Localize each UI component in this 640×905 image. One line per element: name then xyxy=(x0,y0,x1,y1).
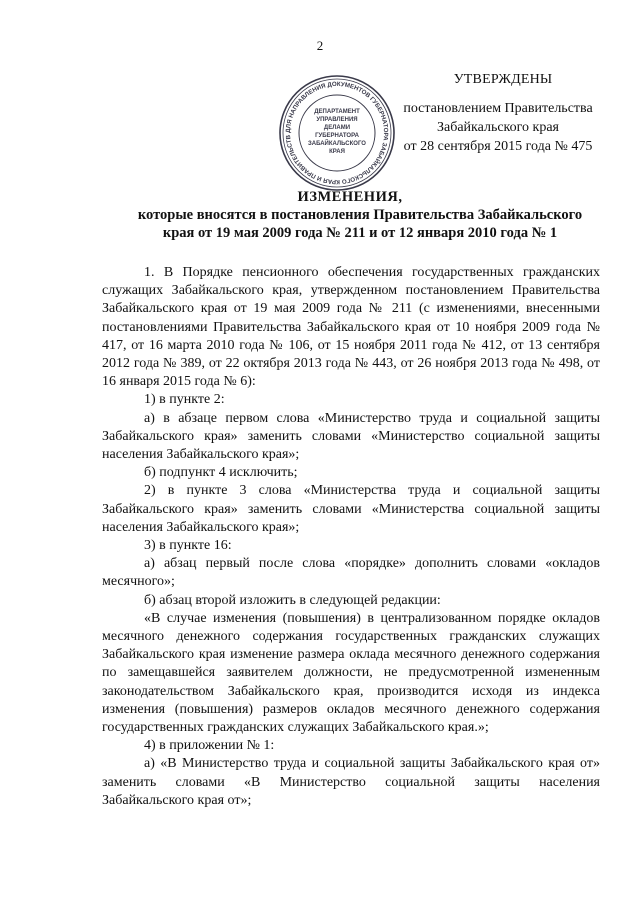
paragraph: 1) в пункте 2: xyxy=(144,392,225,408)
page-number: 2 xyxy=(316,38,324,53)
paragraph: а) в абзаце первом слова «Министерство труда и социальной защиты Забайкальского края» заменить словами «Министерство социальной защиты населения Забайкальского края»; xyxy=(102,410,600,463)
paragraph: б) абзац второй изложить в следующей редакции: xyxy=(144,592,441,608)
title-subtitle-line-2: края от 19 мая 2009 года № 211 и от 12 января 2010 года № 1 xyxy=(162,225,558,241)
approval-block xyxy=(378,70,618,156)
paragraph: 2) в пункте 3 слова «Министерства труда и социальной защиты Забайкальского края» заменить словами «Министерства социальной защиты населения Забайкальского края»; xyxy=(102,483,600,535)
paragraph: б) подпункт 4 исключить; xyxy=(144,465,298,481)
stamp-outer-text: ДЛЯ НАПРАВЛЕНИЯ ДОКУМЕНТОВ ГУБЕРНАТОРА ЗАБАЙКАЛЬСКОГО КРАЯ И ПРАВИТЕЛЬСТВ xyxy=(284,80,390,186)
stamp-line-3: ДЕЛАМИ xyxy=(323,125,351,131)
title-main: ИЗМЕНЕНИЯ, xyxy=(297,189,403,205)
stamp-line-2: УПРАВЛЕНИЯ xyxy=(316,117,358,123)
paragraph: 4) в приложении № 1: xyxy=(144,738,275,754)
paragraph: 3) в пункте 16: xyxy=(144,538,232,554)
title-subtitle-line-1: которые вносятся в постановления Правительства Забайкальского xyxy=(137,207,583,223)
paragraph: а) абзац первый после слова «порядке» дополнить словами «окладов месячного»; xyxy=(102,556,600,590)
approval-line-1: постановлением Правительства xyxy=(403,101,593,116)
document-body xyxy=(102,264,600,810)
paragraph: 1. В Порядке пенсионного обеспечения государственных гражданских служащих Забайкальского края, утвержденном постановлением Правительства Забайкальского края от 19 мая 2009 года № 211 (с изменениями, внесенными постановлениями Правительства Забайкальского края от 10 ноября 2009 года № 417, от 16 марта 2010 года № 106, от 15 ноября 2011 года № 412, от 13 сентября 2012 года № 389, от 22 октября 2013 года № 443, от 26 ноября 2013 года № 498, от 16 января 2015 года № 6): xyxy=(102,265,600,390)
stamp-line-4: ГУБЕРНАТОРА xyxy=(315,133,359,139)
paragraph: а) «В Министерство труда и социальной защиты Забайкальского края от» заменить словами «В Министерство социальной защиты населения Забайкальского края от»; xyxy=(102,756,600,808)
approval-line-3: от 28 сентября 2015 года № 475 xyxy=(403,139,593,154)
stamp-line-6: КРАЯ xyxy=(329,149,345,155)
stamp-line-5: ЗАБАЙКАЛЬСКОГО xyxy=(308,141,366,147)
paragraph: «В случае изменения (повышения) в централизованном порядке окладов месячного денежного содержания государственных гражданских служащих Забайкальского края изменение размера оклада месячного денежного содержания по замещавшейся заявителем должности, не предусмотренной измененным законодательством Забайкальского края, производится исходя из индекса изменения (повышения) размеров окладов месячного денежного содержания государственных гражданских служащих Забайкальского края.»; xyxy=(102,610,600,736)
approval-line-2: Забайкальского края xyxy=(436,120,559,135)
approved-title: УТВЕРЖДЕНЫ xyxy=(453,72,553,87)
document-title xyxy=(0,188,640,242)
stamp-line-1: ДЕПАРТАМЕНТ xyxy=(314,109,360,115)
